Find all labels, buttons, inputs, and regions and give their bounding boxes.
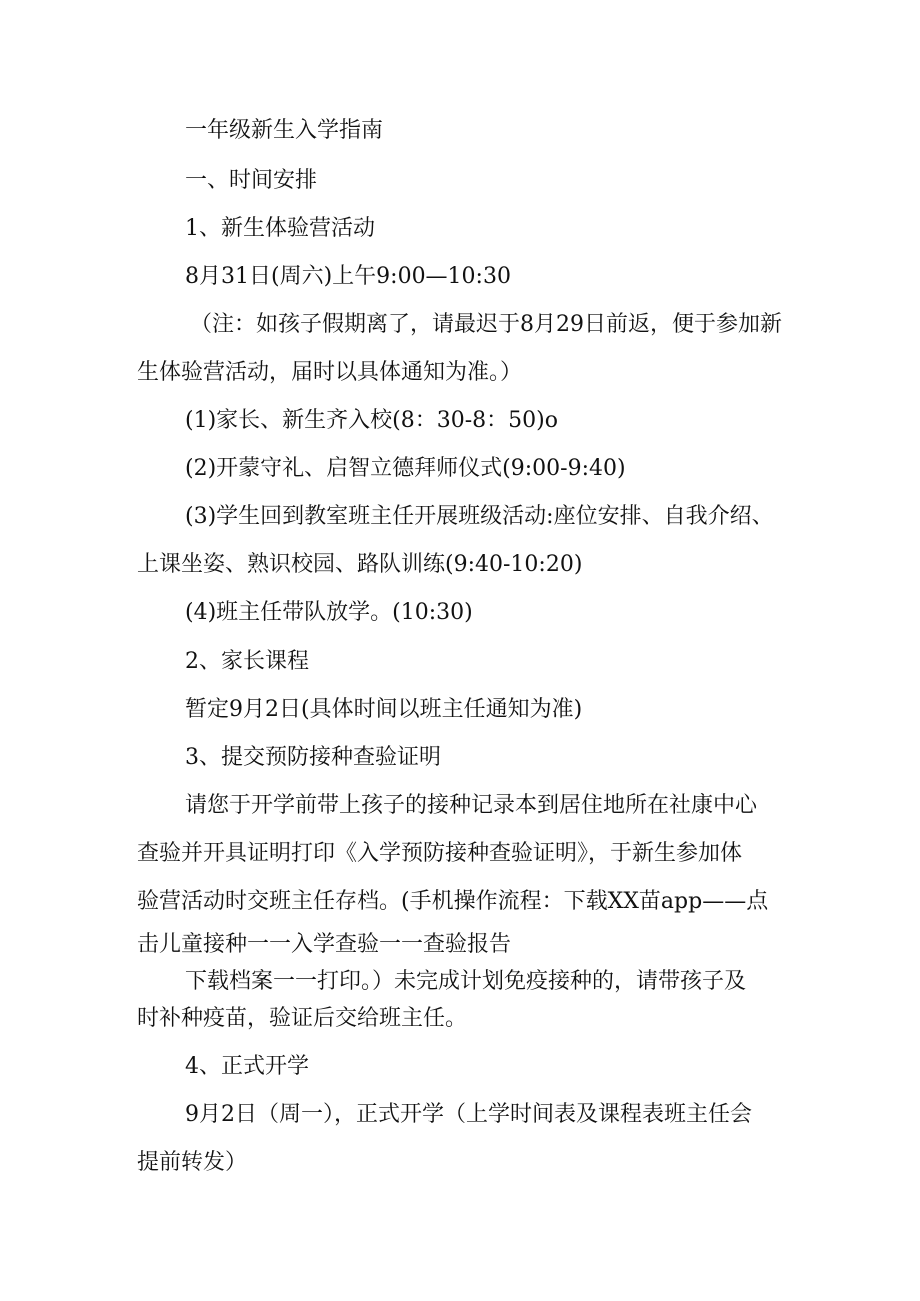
subsection-heading: 4、正式开学 <box>185 1054 309 1079</box>
paragraph-line: 9月2日（周一），正式开学（上学时间表及课程表班主任会 <box>185 1102 752 1127</box>
list-item: (3)学生回到教室班主任开展班级活动:座位安排、自我介绍、 <box>185 504 774 529</box>
paragraph-line: 查验并开具证明打印《入学预防接种查验证明》，于新生参加体 <box>137 841 743 866</box>
paragraph-line: 验营活动时交班主任存档。(手机操作流程：下载XX苗app——点 <box>137 889 769 914</box>
document-title: 一年级新生入学指南 <box>185 118 384 143</box>
paragraph-line: 时补种疫苗，验证后交给班主任。 <box>137 1006 468 1031</box>
paragraph-line: 生体验营活动，届时以具体通知为准。） <box>137 360 523 385</box>
paragraph-line: 提前转发） <box>137 1150 248 1175</box>
list-item: (4)班主任带队放学。(10:30) <box>185 600 473 625</box>
section-heading: 一、时间安排 <box>185 168 318 193</box>
list-item: (2)开蒙守礼、启智立德拜师仪式(9:00-9:40) <box>185 456 626 481</box>
paragraph-line: 请您于开学前带上孩子的接种记录本到居住地所在社康中心 <box>185 793 758 818</box>
paragraph-line: （注：如孩子假期离了，请最迟于8月29日前返，便于参加新 <box>190 312 782 337</box>
paragraph-line: 8月31日(周六)上午9:00—10:30 <box>185 264 511 289</box>
subsection-heading: 1、新生体验营活动 <box>185 216 375 241</box>
subsection-heading: 2、家长课程 <box>185 649 309 674</box>
paragraph-line: 击儿童接种一一入学查验一一查验报告 <box>137 932 512 957</box>
paragraph-line: 下载档案一一打印。）未完成计划免疫接种的，请带孩子及 <box>185 969 747 994</box>
list-item-continuation: 上课坐姿、熟识校园、路队训练(9:40-10:20) <box>137 552 583 577</box>
paragraph-line: 暂定9月2日(具体时间以班主任通知为准) <box>185 697 583 722</box>
subsection-heading: 3、提交预防接种查验证明 <box>185 745 441 770</box>
list-item: (1)家长、新生齐入校(8：30-8：50)o <box>185 408 558 433</box>
